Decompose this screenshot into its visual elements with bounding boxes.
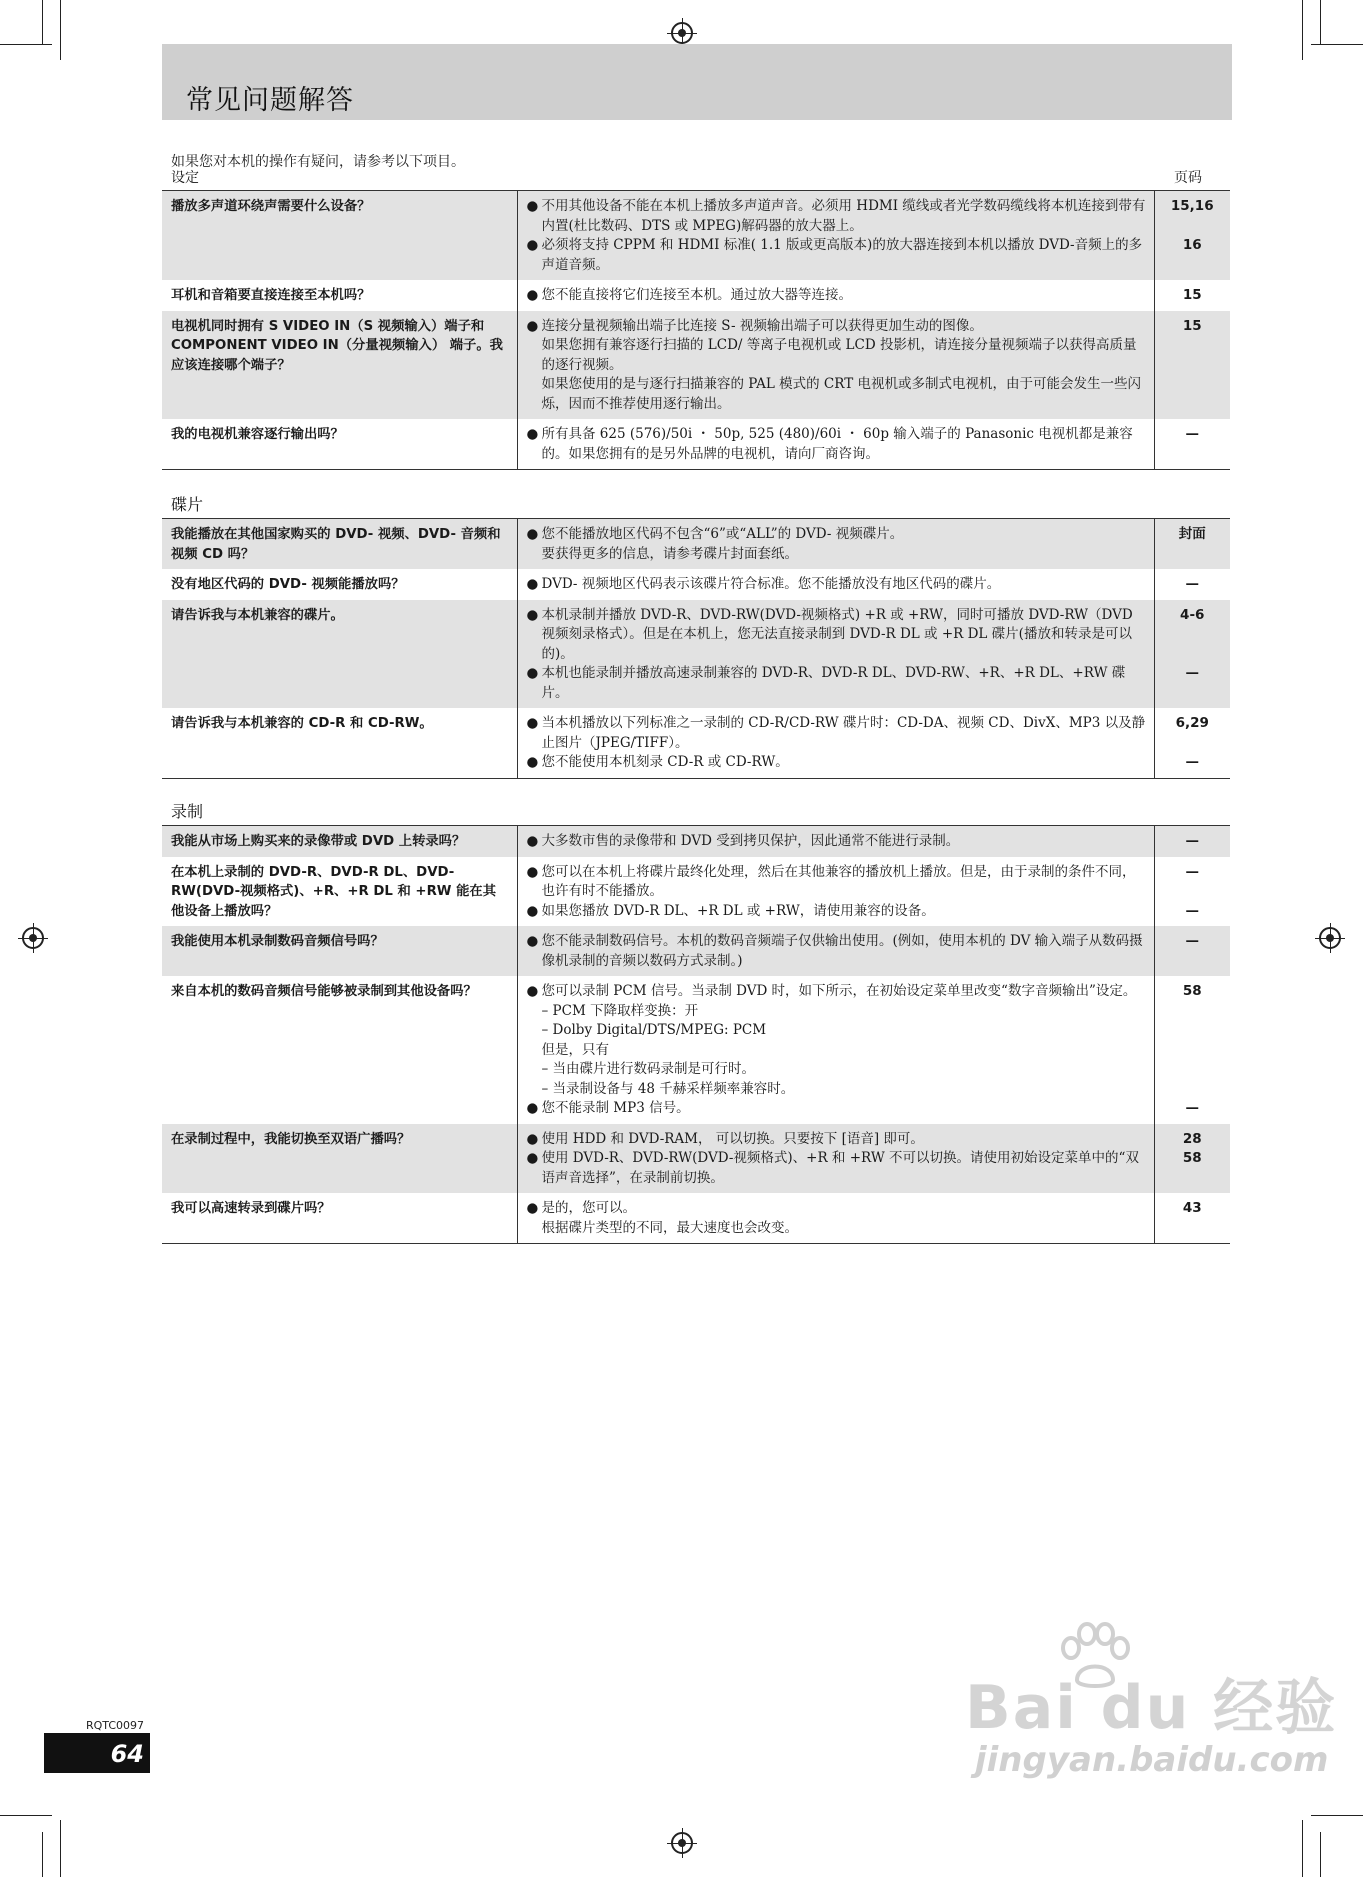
- bullet-icon: ●: [526, 754, 539, 770]
- page-ref-cell: [1154, 976, 1230, 1124]
- table-row: [162, 826, 1230, 857]
- answer-line: [527, 425, 1146, 464]
- bullet-icon: ●: [526, 1100, 539, 1116]
- section-recording: [162, 803, 1230, 1244]
- bullet-icon: [527, 336, 542, 375]
- answer-text: 您可以录制 PCM 信号。当录制 DVD 时，如下所示，在初始设定菜单里改变“数字音频输出”设定。: [541, 983, 1137, 999]
- answer-line: [527, 1002, 1146, 1022]
- answer-text: 您不能直接将它们连接至本机。通过放大器等连接。: [541, 287, 852, 303]
- table-row: [162, 311, 1230, 420]
- answer-cell: [517, 600, 1154, 709]
- answer-text: 所有具备 625 (576)/50i ・ 50p, 525 (480)/60i ・ 60p 输入端子的 Panasonic 电视机都是兼容的。如果您拥有的是另外品牌的电视机，请向厂商咨询。: [541, 426, 1133, 462]
- answer-line: [527, 1130, 1146, 1150]
- page-ref-cell: [1154, 519, 1230, 570]
- page-ref: 6,29: [1175, 715, 1209, 731]
- table-row: [162, 1193, 1230, 1244]
- table-row: [162, 600, 1230, 709]
- answer-line: [527, 1099, 1146, 1119]
- page-ref: —: [1185, 1100, 1199, 1116]
- answer-text: 连接分量视频输出端子比连接 S- 视频输出端子可以获得更加生动的图像。: [541, 317, 983, 334]
- page-ref: —: [1185, 576, 1199, 592]
- bullet-icon: ●: [526, 287, 539, 303]
- answer-text: DVD- 视频地区代码表示该碟片符合标准。您不能播放没有地区代码的碟片。: [541, 576, 1001, 592]
- bullet-icon: ●: [526, 1150, 539, 1166]
- table-row: [162, 419, 1230, 470]
- answer-cell: [517, 419, 1154, 470]
- registration-mark-icon: [671, 22, 693, 44]
- bullet-icon: ●: [526, 902, 539, 919]
- question-cell: 来自本机的数码音频信号能够被录制到其他设备吗？: [162, 976, 517, 1124]
- page-ref: 43: [1182, 1200, 1202, 1216]
- page-ref: —: [1185, 665, 1199, 681]
- answer-line: [527, 545, 1146, 565]
- answer-line: [527, 375, 1146, 414]
- page-ref: 15: [1182, 287, 1202, 303]
- answer-text: 但是，只有: [541, 1041, 609, 1058]
- page-ref-cell: [1154, 826, 1230, 857]
- table-row: [162, 857, 1230, 927]
- answer-cell: [517, 280, 1154, 311]
- answer-line: [527, 317, 1146, 337]
- page-ref-cell: [1154, 191, 1230, 281]
- bullet-icon: [527, 1060, 542, 1080]
- question-cell: 请告诉我与本机兼容的碟片。: [162, 600, 517, 709]
- page-ref: —: [1185, 863, 1199, 880]
- page-ref-cell: [1154, 1124, 1230, 1194]
- question-cell: 在本机上录制的 DVD-R、DVD-R DL、DVD-RW(DVD-视频格式)、+R、+R DL 和 +RW 能在其他设备上播放吗？: [162, 857, 517, 927]
- answer-text: – 当录制设备与 48 千赫采样频率兼容时。: [541, 1080, 795, 1097]
- page-ref-cell: [1154, 857, 1230, 927]
- bullet-icon: [527, 1041, 542, 1061]
- page-ref: —: [1185, 754, 1199, 770]
- question-cell: 电视机同时拥有 S VIDEO IN（S 视频输入）端子和 COMPONENT VIDEO IN（分量视频输入） 端子。我应该连接哪个端子？: [162, 311, 517, 420]
- page-ref-cell: [1154, 280, 1230, 311]
- bullet-icon: ●: [526, 576, 539, 592]
- answer-text: 您不能使用本机刻录 CD-R 或 CD-RW。: [541, 754, 789, 770]
- answer-line: [527, 336, 1146, 375]
- answer-line: [527, 606, 1146, 665]
- answer-text: 不用其他设备不能在本机上播放多声道声音。必须用 HDMI 缆线或者光学数码缆线将本机连接到带有内置(杜比数码、DTS 或 MPEG)解码器的放大器上。: [541, 198, 1146, 234]
- question-cell: 播放多声道环绕声需要什么设备？: [162, 191, 517, 281]
- crop-mark: [1320, 0, 1321, 44]
- bullet-icon: [527, 1021, 542, 1041]
- crop-mark: [1311, 1815, 1363, 1816]
- answer-cell: [517, 826, 1154, 857]
- page-column-header: 页码: [1174, 170, 1202, 186]
- answer-line: [527, 1199, 1146, 1219]
- question-cell: 在录制过程中，我能切换至双语广播吗？: [162, 1124, 517, 1194]
- page-ref: 4-6: [1180, 606, 1205, 623]
- bullet-icon: ●: [526, 665, 539, 681]
- faq-table-setup: [162, 190, 1230, 470]
- question-cell: 我能使用本机录制数码音频信号吗？: [162, 926, 517, 976]
- table-row: [162, 280, 1230, 311]
- answer-text: 您不能播放地区代码不包含“6”或“ALL”的 DVD- 视频碟片。: [541, 526, 904, 542]
- question-cell: 请告诉我与本机兼容的 CD-R 和 CD-RW。: [162, 708, 517, 778]
- crop-mark: [1311, 44, 1363, 45]
- page-ref: 15: [1182, 317, 1202, 334]
- table-row: [162, 519, 1230, 570]
- bullet-icon: ●: [526, 715, 539, 731]
- section-title: 碟片: [171, 495, 204, 514]
- answer-text: 根据碟片类型的不同，最大速度也会改变。: [541, 1219, 798, 1236]
- answer-cell: [517, 976, 1154, 1124]
- answer-text: 大多数市售的录像带和 DVD 受到拷贝保护，因此通常不能进行录制。: [541, 833, 960, 849]
- document-code: RQTC0097: [86, 1719, 145, 1732]
- page-ref-cell: [1154, 600, 1230, 709]
- question-cell: 耳机和音箱要直接连接至本机吗？: [162, 280, 517, 311]
- answer-line: [527, 1080, 1146, 1100]
- page-number: 64: [110, 1740, 144, 1768]
- crop-mark: [1320, 1832, 1321, 1877]
- page-ref: —: [1185, 933, 1199, 949]
- crop-mark: [1302, 0, 1303, 60]
- section-title: 录制: [171, 802, 204, 821]
- page-ref: 58: [1182, 983, 1202, 999]
- crop-mark: [42, 0, 43, 44]
- answer-text: 要获得更多的信息，请参考碟片封面套纸。: [541, 545, 798, 562]
- answer-line: [527, 714, 1146, 753]
- answer-text: 您不能录制 MP3 信号。: [541, 1100, 690, 1116]
- question-cell: 我可以高速转录到碟片吗？: [162, 1193, 517, 1244]
- page-ref: 封面: [1178, 526, 1206, 542]
- bullet-icon: ●: [526, 983, 539, 999]
- bullet-icon: [527, 1002, 542, 1022]
- page-ref: —: [1185, 902, 1199, 919]
- bullet-icon: ●: [526, 317, 539, 334]
- page-ref: 58: [1182, 1150, 1202, 1166]
- answer-cell: [517, 191, 1154, 281]
- bullet-icon: [527, 375, 542, 414]
- answer-cell: [517, 857, 1154, 927]
- answer-text: 您不能录制数码信号。本机的数码音频端子仅供输出使用。(例如，使用本机的 DV 输入端子从数码摄像机录制的音频以数码方式录制。): [541, 933, 1143, 969]
- bullet-icon: ●: [526, 198, 539, 214]
- answer-line: [527, 753, 1146, 773]
- page-ref-cell: [1154, 569, 1230, 600]
- answer-text: 必须将支持 CPPM 和 HDMI 标准( 1.1 版或更高版本)的放大器连接到本机以播放 DVD-音频上的多声道音频。: [541, 237, 1143, 273]
- section-discs: [162, 496, 1230, 779]
- question-cell: 没有地区代码的 DVD- 视频能播放吗？: [162, 569, 517, 600]
- answer-text: – 当由碟片进行数码录制是可行时。: [541, 1061, 756, 1077]
- answer-line: [527, 1149, 1146, 1188]
- question-cell: 我能从市场上购买来的录像带或 DVD 上转录吗？: [162, 826, 517, 857]
- page-ref: 16: [1182, 237, 1202, 253]
- page-ref-cell: [1154, 1193, 1230, 1244]
- question-cell: 我能播放在其他国家购买的 DVD- 视频、DVD- 音频和视频 CD 吗？: [162, 519, 517, 570]
- crop-mark: [60, 1820, 61, 1877]
- answer-cell: [517, 311, 1154, 420]
- answer-cell: [517, 1124, 1154, 1194]
- bullet-icon: ●: [526, 863, 539, 880]
- answer-cell: [517, 1193, 1154, 1244]
- answer-text: 本机录制并播放 DVD-R、DVD-RW(DVD-视频格式) +R 或 +RW，同时可播放 DVD-RW（DVD 视频刻录格式）。但是在本机上，您无法直接录制到 DVD-R DL 或 +R DL 碟片(播放和转录是可以的)。: [541, 606, 1133, 662]
- answer-line: [527, 197, 1146, 236]
- table-row: [162, 926, 1230, 976]
- table-row: [162, 708, 1230, 778]
- answer-line: [527, 575, 1146, 595]
- answer-text: – PCM 下降取样变换：开: [541, 1002, 699, 1019]
- page-ref-cell: [1154, 419, 1230, 470]
- faq-table-discs: [162, 518, 1230, 779]
- answer-line: [527, 832, 1146, 852]
- section-title: 设定: [171, 170, 199, 186]
- bullet-icon: [527, 1219, 542, 1239]
- page-ref-cell: [1154, 311, 1230, 420]
- crop-mark: [0, 1815, 52, 1816]
- bullet-icon: ●: [526, 426, 539, 442]
- bullet-icon: ●: [526, 237, 539, 253]
- bullet-icon: ●: [526, 833, 539, 849]
- answer-line: [527, 863, 1146, 902]
- answer-line: [527, 286, 1146, 306]
- table-row: [162, 569, 1230, 600]
- registration-mark-icon: [1319, 927, 1341, 949]
- page-ref: 28: [1182, 1130, 1202, 1147]
- watermark-line2: jingyan.baidu.com: [975, 1740, 1329, 1780]
- answer-text: 是的，您可以。: [541, 1200, 636, 1216]
- answer-line: [527, 1219, 1146, 1239]
- crop-mark: [0, 44, 52, 45]
- answer-line: [527, 902, 1146, 922]
- faq-table-recording: [162, 825, 1230, 1244]
- bullet-icon: [527, 1080, 542, 1100]
- registration-mark-icon: [22, 927, 44, 949]
- page-ref-cell: [1154, 926, 1230, 976]
- bullet-icon: ●: [526, 1130, 539, 1147]
- answer-line: [527, 664, 1146, 703]
- answer-text: 如果您拥有兼容逐行扫描的 LCD/ 等离子电视机或 LCD 投影机，请连接分量视频端子以获得高质量的逐行视频。: [541, 337, 1137, 373]
- answer-text: 本机也能录制并播放高速录制兼容的 DVD-R、DVD-R DL、DVD-RW、+R、+R DL、+RW 碟片。: [541, 665, 1126, 701]
- answer-line: [527, 525, 1146, 545]
- answer-text: 您可以在本机上将碟片最终化处理，然后在其他兼容的播放机上播放。但是，由于录制的条件不同，也许有时不能播放。: [541, 863, 1136, 899]
- table-row: [162, 191, 1230, 281]
- page-ref: —: [1185, 426, 1199, 442]
- section-setup: [162, 168, 1230, 470]
- intro-text: 如果您对本机的操作有疑问，请参考以下项目。: [171, 154, 465, 170]
- answer-line: [527, 1060, 1146, 1080]
- registration-mark-icon: [671, 1832, 693, 1854]
- answer-line: [527, 1041, 1146, 1061]
- watermark-line1: Bai du 经验: [965, 1673, 1338, 1743]
- page-ref: —: [1185, 833, 1199, 849]
- table-row: [162, 1124, 1230, 1194]
- answer-text: 如果您使用的是与逐行扫描兼容的 PAL 模式的 CRT 电视机或多制式电视机，由于可能会发生一些闪烁，因而不推荐使用逐行输出。: [541, 376, 1141, 412]
- bullet-icon: ●: [526, 606, 539, 623]
- page-ref-cell: [1154, 708, 1230, 778]
- answer-cell: [517, 519, 1154, 570]
- page-ref: 15,16: [1170, 198, 1214, 214]
- bullet-icon: ●: [526, 526, 539, 542]
- answer-line: [527, 1021, 1146, 1041]
- answer-cell: [517, 708, 1154, 778]
- answer-line: [527, 236, 1146, 275]
- answer-text: 当本机播放以下列标准之一录制的 CD-R/CD-RW 碟片时：CD-DA、视频 CD、DivX、MP3 以及静止图片（JPEG/TIFF）。: [541, 715, 1146, 751]
- crop-mark: [1302, 1820, 1303, 1877]
- answer-text: 如果您播放 DVD-R DL、+R DL 或 +RW，请使用兼容的设备。: [541, 902, 935, 919]
- bullet-icon: [527, 545, 542, 565]
- answer-line: [527, 982, 1146, 1002]
- bullet-icon: ●: [526, 933, 539, 949]
- bullet-icon: ●: [526, 1200, 539, 1216]
- crop-mark: [60, 0, 61, 60]
- question-cell: 我的电视机兼容逐行输出吗？: [162, 419, 517, 470]
- header-band: [162, 44, 1232, 120]
- answer-text: 使用 HDD 和 DVD-RAM， 可以切换。只要按下 [语音] 即可。: [541, 1130, 924, 1147]
- page-title: 常见问题解答: [186, 85, 354, 116]
- answer-text: – Dolby Digital/DTS/MPEG: PCM: [541, 1022, 767, 1038]
- crop-mark: [42, 1832, 43, 1877]
- answer-cell: [517, 569, 1154, 600]
- answer-line: [527, 932, 1146, 971]
- page-number-box: [44, 1733, 150, 1773]
- answer-text: 使用 DVD-R、DVD-RW(DVD-视频格式)、+R 和 +RW 不可以切换。请使用初始设定菜单中的“双语声音选择”，在录制前切换。: [541, 1150, 1139, 1186]
- table-row: [162, 976, 1230, 1124]
- answer-cell: [517, 926, 1154, 976]
